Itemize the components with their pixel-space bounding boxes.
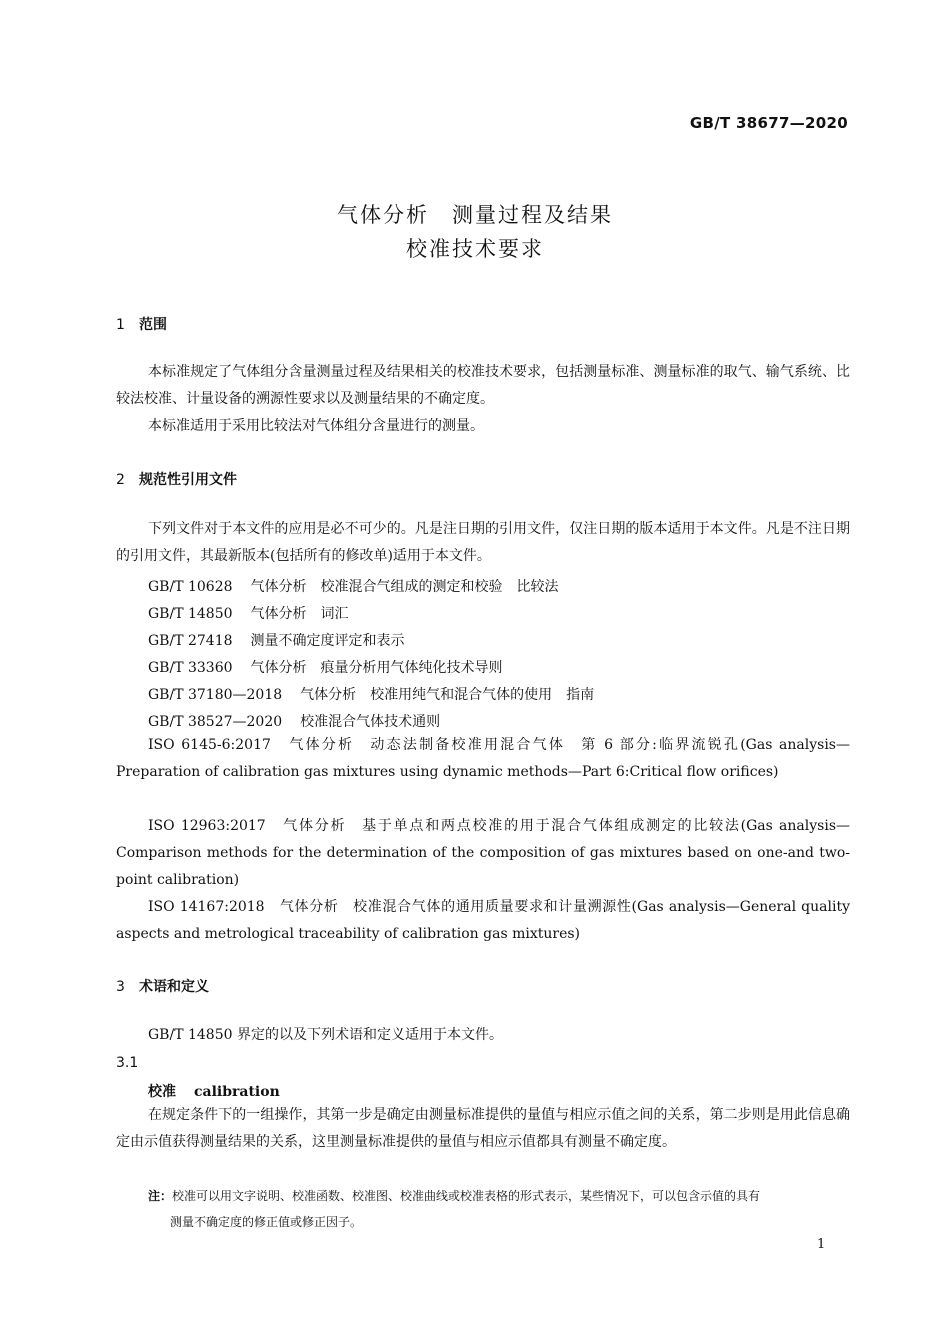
reference-code: GB/T 10628 xyxy=(148,579,233,595)
reference-code: GB/T 38527—2020 xyxy=(148,714,283,730)
standard-code: GB/T 38677—2020 xyxy=(689,114,848,132)
section-3-intro: GB/T 14850 界定的以及下列术语和定义适用于本文件。 xyxy=(148,1027,503,1043)
page-number: 1 xyxy=(817,1237,826,1252)
reference-item xyxy=(148,576,559,596)
definition-text: 在规定条件下的一组操作，其第一步是确定由测量标准提供的量值与相应示值之间的关系，第二步则是用此信息确定由示值获得测量结果的关系，这里测量标准提供的量值与相应示值都具有测量不确定度。 xyxy=(116,1107,850,1150)
section-1-heading xyxy=(116,314,167,334)
section-title: 规范性引用文件 xyxy=(139,472,237,488)
note-text-line1: 校准可以用文字说明、校准函数、校准图、校准曲线或校准表格的形式表示，某些情况下，可以包含示值的具有 xyxy=(172,1189,761,1203)
reference-item xyxy=(148,711,440,731)
section-1-paragraph-2: 本标准适用于采用比较法对气体组分含量进行的测量。 xyxy=(148,418,484,434)
reference-title: 气体分析 痕量分析用气体纯化技术导则 xyxy=(250,660,503,676)
iso-reference-item: ISO 6145-6:2017 气体分析 动态法制备校准用混合气体 第 6 部分:临界流锐孔(Gas analysis—Preparation of calibration gas mixtures using dynamic methods—Part 6:Critical flow orifices) xyxy=(116,737,850,780)
section-number: 2 xyxy=(116,472,125,488)
reference-item xyxy=(148,630,405,650)
reference-title: 校准混合气体技术通则 xyxy=(300,714,441,730)
iso-reference-item: ISO 12963:2017 气体分析 基于单点和两点校准的用于混合气体组成测定的比较法(Gas analysis—Comparison methods for the determination of the composition of gas mixtures based on one-and two-point calibration) xyxy=(116,818,850,888)
reference-item xyxy=(148,603,349,623)
section-title: 范围 xyxy=(139,317,167,333)
iso-reference-item: ISO 14167:2018 气体分析 校准混合气体的通用质量要求和计量溯源性(Gas analysis—General quality aspects and metrological traceability of calibration gas mixtures) xyxy=(116,899,850,942)
reference-item xyxy=(148,657,503,677)
document-title-line1: 气体分析 测量过程及结果 xyxy=(337,203,613,227)
reference-item xyxy=(148,684,594,704)
term-chinese: 校准 xyxy=(148,1084,176,1100)
reference-code: GB/T 14850 xyxy=(148,606,233,622)
reference-code: GB/T 33360 xyxy=(148,660,233,676)
section-1-paragraph-1: 本标准规定了气体组分含量测量过程及结果相关的校准技术要求，包括测量标准、测量标准的取气、输气系统、比较法校准、计量设备的溯源性要求以及测量结果的不确定度。 xyxy=(116,364,850,407)
section-2-intro: 下列文件对于本文件的应用是必不可少的。凡是注日期的引用文件，仅注日期的版本适用于本文件。凡是不注日期的引用文件，其最新版本(包括所有的修改单)适用于本文件。 xyxy=(116,521,850,564)
section-title: 术语和定义 xyxy=(139,979,209,995)
definition-note xyxy=(148,1183,850,1235)
document-title-line2: 校准技术要求 xyxy=(406,237,544,261)
section-number: 1 xyxy=(116,317,125,333)
section-3-heading xyxy=(116,976,209,996)
reference-title: 测量不确定度评定和表示 xyxy=(250,633,405,649)
section-number: 3 xyxy=(116,979,125,995)
reference-code: GB/T 37180—2018 xyxy=(148,687,283,703)
definition-number: 3.1 xyxy=(116,1055,139,1071)
note-text-line2: 测量不确定度的修正值或修正因子。 xyxy=(170,1215,363,1229)
reference-title: 气体分析 词汇 xyxy=(250,606,349,622)
section-2-heading xyxy=(116,469,237,489)
definition-term xyxy=(148,1081,280,1101)
term-english: calibration xyxy=(194,1084,280,1100)
reference-title: 气体分析 校准混合气组成的测定和校验 比较法 xyxy=(250,579,559,595)
reference-code: GB/T 27418 xyxy=(148,633,233,649)
note-label: 注： xyxy=(148,1189,173,1203)
reference-title: 气体分析 校准用纯气和混合气体的使用 指南 xyxy=(300,687,595,703)
